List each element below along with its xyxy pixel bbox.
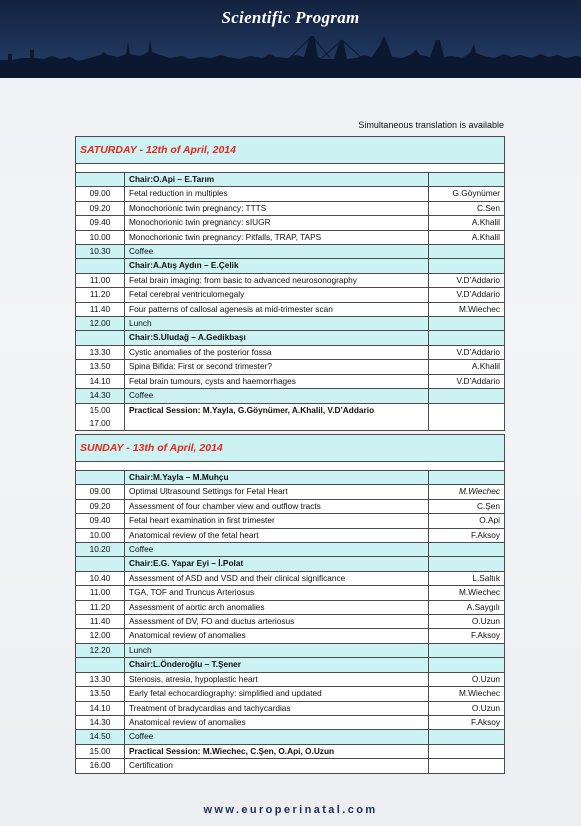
certification-row: 16.00 Certification	[76, 759, 505, 773]
session-chair: Chair:E.G. Yapar Eyi – İ.Polat	[125, 557, 429, 571]
istanbul-skyline-graphic	[0, 28, 581, 78]
table-row: 11.40 Assessment of DV, FO and ductus arteriosus O.Uzun	[76, 615, 505, 629]
page-title: Scientific Program	[221, 8, 360, 27]
table-row: 13.50 Spina Bifida: First or second trimester? A.Khalil	[76, 360, 505, 374]
table-row: 13.50 Early fetal echocardiography: simplified and updated M.Wiechec	[76, 687, 505, 701]
table-row: 11.00 TGA, TOF and Truncus Arteriosus M.Wiechec	[76, 586, 505, 600]
break-row: 14.50 Coffee	[76, 730, 505, 744]
table-row: 10.00 Anatomical review of the fetal heart F.Aksoy	[76, 528, 505, 542]
table-row: 11.00 Fetal brain imaging: from basic to advanced neurosonography V.D’Addario	[76, 273, 505, 287]
table-row: 10.00 Monochorionic twin pregnancy: Pitfalls, TRAP, TAPS A.Khalil	[76, 230, 505, 244]
table-row: 14.10 Fetal brain tumours, cysts and haemorrhages V.D’Addario	[76, 374, 505, 388]
session-chair: Chair:S.Uludağ – A.Gedikbaşı	[125, 331, 429, 345]
table-row: 14.30 Anatomical review of anomalies F.Aksoy	[76, 715, 505, 729]
session-chair: Chair:M.Yayla – M.Muhçu	[125, 471, 429, 485]
table-row: 14.10 Treatment of bradycardias and tachycardias O.Uzun	[76, 701, 505, 715]
table-row: 12.00 Anatomical review of anomalies F.Aksoy	[76, 629, 505, 643]
day-heading: SUNDAY - 13th of April, 2014	[76, 435, 505, 462]
saturday-schedule-table	[75, 136, 505, 431]
sunday-schedule-table	[75, 434, 505, 774]
practical-session-row: 15.00 Practical Session: M.Wiechec, C.Şen, O.Api, O.Uzun	[76, 744, 505, 758]
table-row: 09.20 Assessment of four chamber view and outflow tracts C.Şen	[76, 499, 505, 513]
day-heading: SATURDAY - 12th of April, 2014	[76, 137, 505, 164]
break-row: 12.00 Lunch	[76, 317, 505, 331]
table-row: 09.40 Monochorionic twin pregnancy: sIUGR A.Khalil	[76, 216, 505, 230]
table-row: 09.00 Optimal Ultrasound Settings for Fetal Heart M.Wiechec	[76, 485, 505, 499]
practical-session-row: 15.00 17.00 Practical Session: M.Yayla, G.Göynümer, A.Khalil, V.D’Addario	[76, 403, 505, 430]
table-row: 10.40 Assessment of ASD and VSD and their clinical significance L.Saltık	[76, 571, 505, 585]
break-row: 14.30 Coffee	[76, 389, 505, 403]
table-row: 11.20 Fetal cerebral ventriculomegaly V.D’Addario	[76, 288, 505, 302]
translation-note: Simultaneous translation is available	[358, 120, 504, 130]
table-row: 11.20 Assessment of aortic arch anomalies A.Saygılı	[76, 600, 505, 614]
table-row: 09.40 Fetal heart examination in first trimester O.Api	[76, 514, 505, 528]
table-row: 09.20 Monochorionic twin pregnancy: TTTS C.Sen	[76, 201, 505, 215]
footer-website-link[interactable]: www.europerinatal.com	[203, 804, 378, 816]
session-chair: Chair:A.Atış Aydın – E.Çelik	[125, 259, 429, 273]
break-row: 12.20 Lunch	[76, 643, 505, 657]
session-chair: Chair:O.Api – E.Tarım	[125, 173, 429, 187]
break-row: 10.30 Coffee	[76, 245, 505, 259]
session-chair: Chair:L.Önderoğlu – T.Şener	[125, 658, 429, 672]
table-row: 09.00 Fetal reduction in multiples G.Göynümer	[76, 187, 505, 201]
table-row: 13.30 Stenosis, atresia, hypoplastic heart O.Uzun	[76, 672, 505, 686]
break-row: 10.20 Coffee	[76, 543, 505, 557]
table-row: 13.30 Cystic anomalies of the posterior fossa V.D’Addario	[76, 345, 505, 359]
header-banner	[0, 0, 581, 78]
table-row: 11.40 Four patterns of callosal agenesis at mid-trimester scan M.Wiechec	[76, 302, 505, 316]
